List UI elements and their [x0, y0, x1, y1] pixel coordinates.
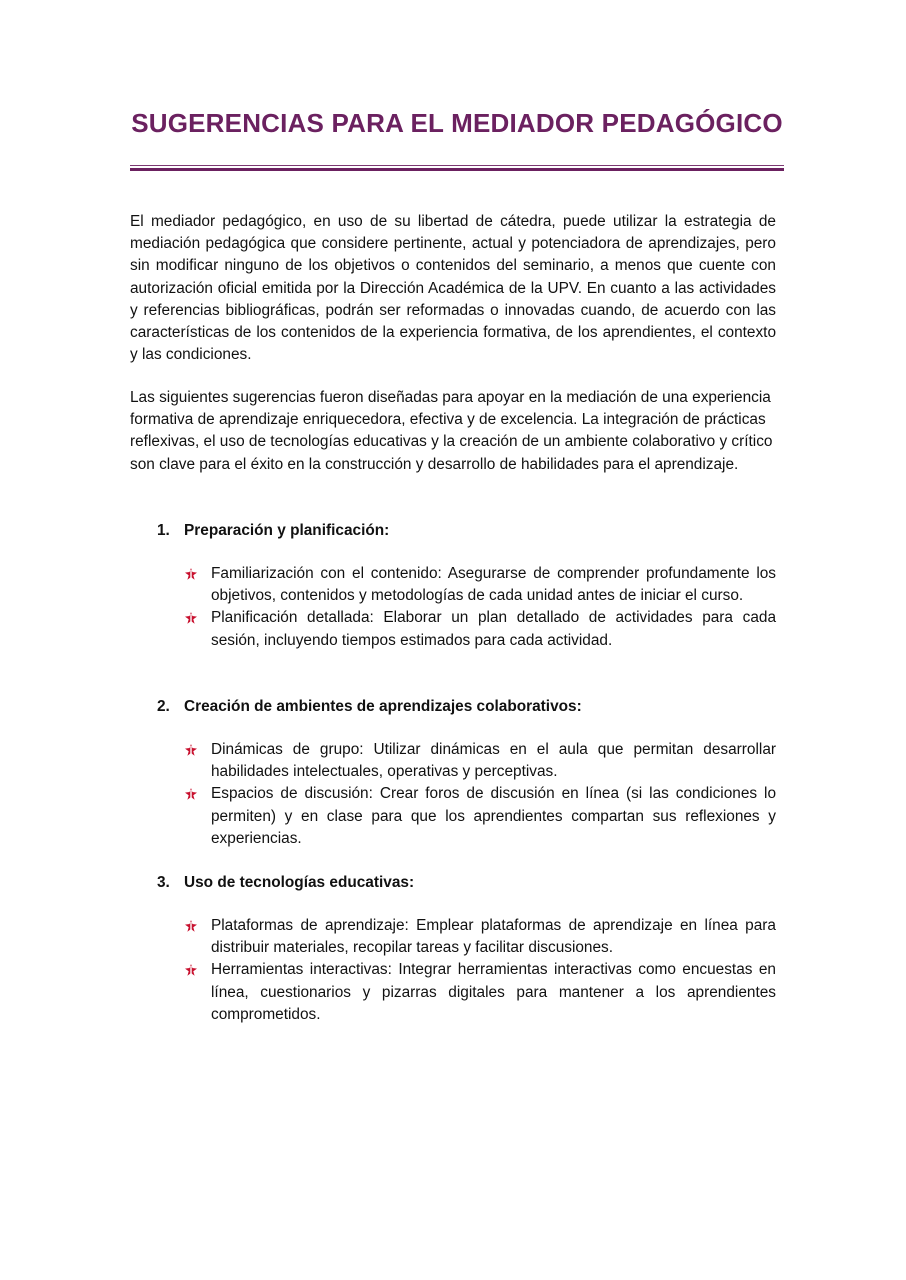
list-item [130, 607, 776, 651]
red-ornament-bullet-icon [184, 743, 198, 757]
bullet-list [130, 739, 776, 850]
section-heading [130, 696, 776, 718]
list-item [130, 915, 776, 959]
list-item [130, 739, 776, 783]
list-item-text: Plataformas de aprendizaje: Emplear plataformas de aprendizaje en línea para distribuir materiales, recopilar tareas y facilitar discusiones. [211, 917, 776, 957]
red-ornament-bullet-icon [184, 919, 198, 933]
section-heading [130, 872, 776, 894]
section-heading [130, 520, 776, 542]
list-item [130, 783, 776, 850]
list-item-text: Familiarización con el contenido: Asegurarse de comprender profundamente los objetivos, contenidos y metodologías de cada unidad antes de iniciar el curso. [211, 565, 776, 605]
title-divider-thick-line [130, 168, 784, 171]
suggestions-paragraph: Las siguientes sugerencias fueron diseñadas para apoyar en la mediación de una experiencia formativa de aprendizaje enriquecedora, efectiva y de excelencia. La integración de prácticas reflexivas, el uso de tecnologías educativas y la creación de un ambiente colaborativo y crítico son clave para el éxito en la construcción y desarrollo de habilidades para el aprendizaje. [130, 389, 773, 473]
section-educational-technology [130, 872, 776, 1026]
section-title: Creación de ambientes de aprendizajes colaborativos: [184, 698, 582, 715]
intro-paragraph: El mediador pedagógico, en uso de su libertad de cátedra, puede utilizar la estrategia de mediación pedagógica que considere pertinente, actual y potenciadora de aprendizajes, pero sin modificar ninguno de los objetivos o contenidos del seminario, a menos que cuente con autorización oficial emitida por la Dirección Académica de la UPV. En cuanto a las actividades y referencias bibliográficas, podrán ser reformadas o innovadas cuando, de acuerdo con las características de los contenidos de la experiencia formativa, de los aprendientes, el contexto y las condiciones. [130, 213, 776, 364]
list-item-text: Espacios de discusión: Crear foros de discusión en línea (si las condiciones lo permiten) y en clase para que los aprendientes compartan sus reflexiones y experiencias. [211, 785, 776, 847]
page-title: SUGERENCIAS PARA EL MEDIADOR PEDAGÓGICO [131, 108, 783, 138]
list-item [130, 563, 776, 607]
section-number: 1. [157, 522, 170, 539]
red-ornament-bullet-icon [184, 787, 198, 801]
list-item-text: Herramientas interactivas: Integrar herramientas interactivas como encuestas en línea, cuestionarios y pizarras digitales para mantener a los aprendientes comprometidos. [211, 961, 776, 1023]
bullet-list [130, 563, 776, 652]
title-divider [130, 165, 784, 171]
section-preparation [130, 520, 776, 652]
red-ornament-bullet-icon [184, 963, 198, 977]
section-title: Preparación y planificación: [184, 522, 390, 539]
list-item-text: Planificación detallada: Elaborar un plan detallado de actividades para cada sesión, incluyendo tiempos estimados para cada actividad. [211, 609, 776, 649]
section-title: Uso de tecnologías educativas: [184, 874, 415, 891]
section-number: 3. [157, 874, 170, 891]
bullet-list [130, 915, 776, 1026]
list-item [130, 959, 776, 1026]
red-ornament-bullet-icon [184, 567, 198, 581]
section-number: 2. [157, 698, 170, 715]
list-item-text: Dinámicas de grupo: Utilizar dinámicas en el aula que permitan desarrollar habilidades intelectuales, operativas y perceptivas. [211, 741, 776, 781]
section-collaborative [130, 696, 776, 850]
red-ornament-bullet-icon [184, 611, 198, 625]
title-divider-thin-line [130, 165, 784, 166]
